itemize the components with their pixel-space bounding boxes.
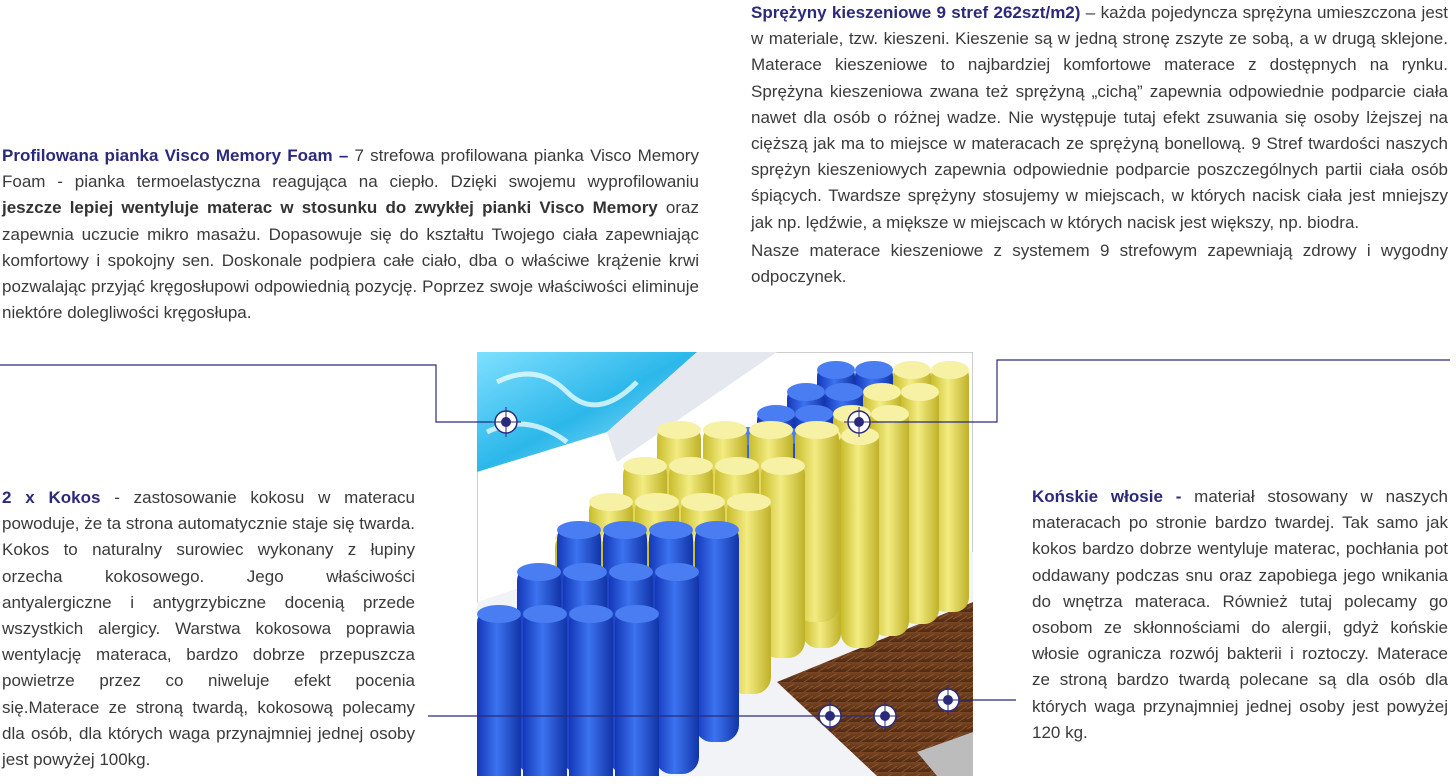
pocket-springs-summary: Nasze materace kieszeniowe z systemem 9 strefowym zapewniają zdrowy i wygodny odpoczynek.	[751, 240, 1448, 287]
spring-cylinder	[695, 521, 739, 742]
pocket-springs-body: – każda pojedyncza sprężyna umieszczona jest w materiale, tzw. kieszeni. Kieszenie są w jedną stronę zszyte ze sobą, a w drugą sklejone. Materace kieszeniowe to najbardziej komfortowe materace z dostępnych na rynku. Sprężyna kieszeniowa zwana też sprężyną „cichą” zapewnia odpowiednie podparcie ciała nawet dla osób o różnej wadze. Nie występuje tutaj efekt zsuwania się osoby lżejszej na cięższą jak ma to miejsce w materacach ze sprężyną bonellową. 9 Stref twardości naszych sprężyn kieszeniowych zapewnia odpowiednie podparcie poszczególnych partii ciała osób śpiących. Twardsze sprężyny stosujemy w miejscach, w których nacisk ciała jest mniejszy jak np. lędźwie, a miększe w miejscach w których nacisk jest większy, np. biodra.	[751, 3, 1448, 232]
spring-cylinder	[523, 605, 567, 776]
spring-cylinder	[615, 605, 659, 776]
horsehair-heading: Końskie włosie -	[1032, 487, 1182, 506]
coconut-body: - zastosowanie kokosu w materacu powoduje, że ta strona automatycznie staje się twarda. Kokos to naturalny surowiec wykonany z łupiny orzecha kokosowego. Jego właściwości antyalergiczne i antygrzybiczne docenią przede wszystkich alergicy. Warstwa kokosowa poprawia wentylację materaca, bardzo dobrze przepuszcza powietrze przez co niweluje efekt pocenia się.Materace ze stroną twardą, kokosową polecamy dla osób, dla których waga przynajmniej jednej osoby jest powyżej 100kg.	[2, 488, 415, 770]
pocket-springs-description	[751, 0, 1448, 290]
pocket-springs-heading: Sprężyny kieszeniowe 9 stref 262szt/m2)	[751, 3, 1081, 22]
spring-cylinder	[569, 605, 613, 776]
mattress-cross-section-illustration	[477, 352, 973, 776]
spring-cylinder	[477, 605, 521, 776]
spring-cylinder	[655, 563, 699, 774]
horsehair-body: materiał stosowany w naszych materacach po stronie bardzo twardej. Tak samo jak kokos bardzo dobrze wentyluje materac, pochłania pot oddawany podczas snu oraz zapobiega jego wnikania do wnętrza materaca. Również tutaj polecamy go osobom ze skłonnościami do alergii, gdyż końskie włosie ogranicza rozwój bakterii i roztoczy. Materace ze stroną bardzo twardą polecane są dla osób dla których waga przynajmniej jednej osoby jest powyżej 120 kg.	[1032, 487, 1448, 742]
visco-foam-heading: Profilowana pianka Visco Memory Foam –	[2, 146, 349, 165]
visco-foam-bold: jeszcze lepiej wentyluje materac w stosunku do zwykłej pianki Visco Memory	[2, 198, 658, 218]
visco-foam-body-1: 7 strefowa profilowana pianka Visco Memory Foam - pianka termoelastyczna reagująca na ciepło. Dzięki swojemu wyprofilowaniu	[2, 146, 699, 192]
leader-visco	[0, 365, 492, 422]
visco-foam-description	[2, 143, 699, 326]
visco-foam-body-2: oraz zapewnia uczucie mikro masażu. Dopasowuje się do kształtu Twojego ciała zapewniając komfortowy i spokojny sen. Doskonale podpiera całe ciało, dba o właściwe krążenie krwi pozwalając przyjąć kręgosłupowi odpowiednią pozycję. Poprzez swoje właściwości eliminuje niektóre dolegliwości kręgosłupa.	[2, 198, 699, 323]
horsehair-description	[1032, 484, 1448, 746]
coconut-heading: 2 x Kokos	[2, 488, 101, 507]
coconut-description	[2, 485, 415, 773]
spring-cylinder	[841, 427, 879, 648]
